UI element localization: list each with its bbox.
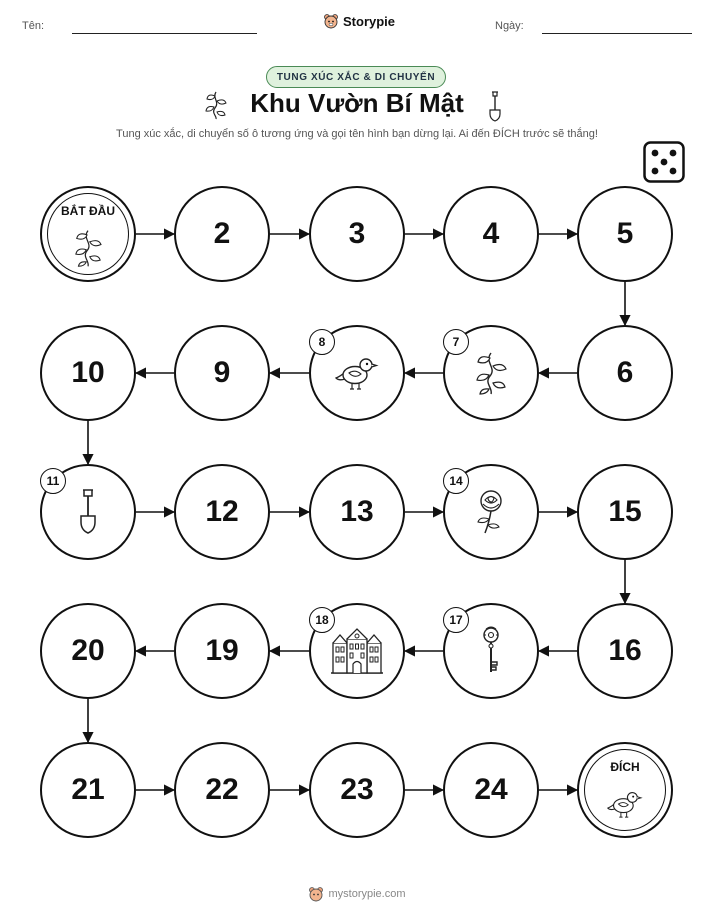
space-number-badge: 18 (309, 607, 335, 633)
name-label: Tên: (22, 20, 45, 32)
space-number: 3 (348, 217, 366, 250)
shovel-icon (77, 488, 99, 536)
bird-icon (335, 353, 379, 393)
key-icon (479, 626, 503, 676)
board-space-17 (443, 603, 539, 699)
space-number: 22 (205, 773, 239, 806)
page-title: Khu Vườn Bí Mật (250, 88, 464, 118)
board-space-21 (40, 742, 136, 838)
board-space-23 (309, 742, 405, 838)
space-number: 4 (482, 217, 500, 250)
vine-icon (203, 90, 229, 120)
start-space (40, 186, 136, 282)
board-space-8 (309, 325, 405, 421)
board-space-19 (174, 603, 270, 699)
space-number-badge: 7 (443, 329, 469, 355)
mansion-icon (328, 627, 386, 675)
board-space-18 (309, 603, 405, 699)
bear-logo-icon (308, 886, 324, 902)
board-space-20 (40, 603, 136, 699)
vine-icon (42, 228, 134, 268)
space-number: 10 (71, 356, 105, 389)
space-number: 9 (213, 356, 231, 389)
space-number-badge: 14 (443, 468, 469, 494)
board-space-10 (40, 325, 136, 421)
footer-url: mystorypie.com (328, 888, 406, 900)
board-space-7 (443, 325, 539, 421)
space-number-badge: 11 (40, 468, 66, 494)
space-number: 23 (340, 773, 374, 806)
board-space-3 (309, 186, 405, 282)
board-space-13 (309, 464, 405, 560)
instructions: Tung xúc xắc, di chuyển số ô tương ứng và gọi tên hình bạn dừng lại. Ai đến ĐÍCH trước sẽ thắng! (116, 128, 598, 140)
board-space-14 (443, 464, 539, 560)
bear-logo-icon (323, 13, 339, 29)
bird-icon (579, 784, 671, 824)
board-space-24 (443, 742, 539, 838)
space-number: 16 (608, 634, 642, 667)
start-label: BẮT ĐẦU (61, 204, 115, 218)
activity-badge: TUNG XÚC XẮC & DI CHUYỂN (266, 66, 446, 88)
board-space-6 (577, 325, 673, 421)
space-number: 19 (205, 634, 239, 667)
board-space-16 (577, 603, 673, 699)
date-label: Ngày: (495, 20, 524, 32)
space-number: 15 (608, 495, 642, 528)
space-number: 5 (616, 217, 634, 250)
date-line (542, 33, 692, 34)
space-number: 12 (205, 495, 239, 528)
space-number: 13 (340, 495, 374, 528)
finish-space (577, 742, 673, 838)
board-space-22 (174, 742, 270, 838)
space-number: 20 (71, 634, 105, 667)
board-space-5 (577, 186, 673, 282)
space-number: 21 (71, 773, 105, 806)
board-space-2 (174, 186, 270, 282)
name-line (72, 33, 257, 34)
dice-icon (643, 141, 685, 183)
space-number: 24 (474, 773, 508, 806)
board-space-4 (443, 186, 539, 282)
brand-name: Storypie (343, 13, 396, 29)
vine-icon (471, 350, 511, 396)
board-space-11 (40, 464, 136, 560)
board-space-12 (174, 464, 270, 560)
space-number-badge: 17 (443, 607, 469, 633)
finish-label: ĐÍCH (610, 760, 640, 774)
space-number-badge: 8 (309, 329, 335, 355)
space-number: 6 (616, 356, 634, 389)
board-space-15 (577, 464, 673, 560)
board-space-9 (174, 325, 270, 421)
shovel-icon (487, 90, 503, 122)
space-number: 2 (213, 217, 231, 250)
brand-logo (323, 13, 395, 29)
rose-icon (473, 488, 509, 536)
footer (0, 886, 714, 902)
